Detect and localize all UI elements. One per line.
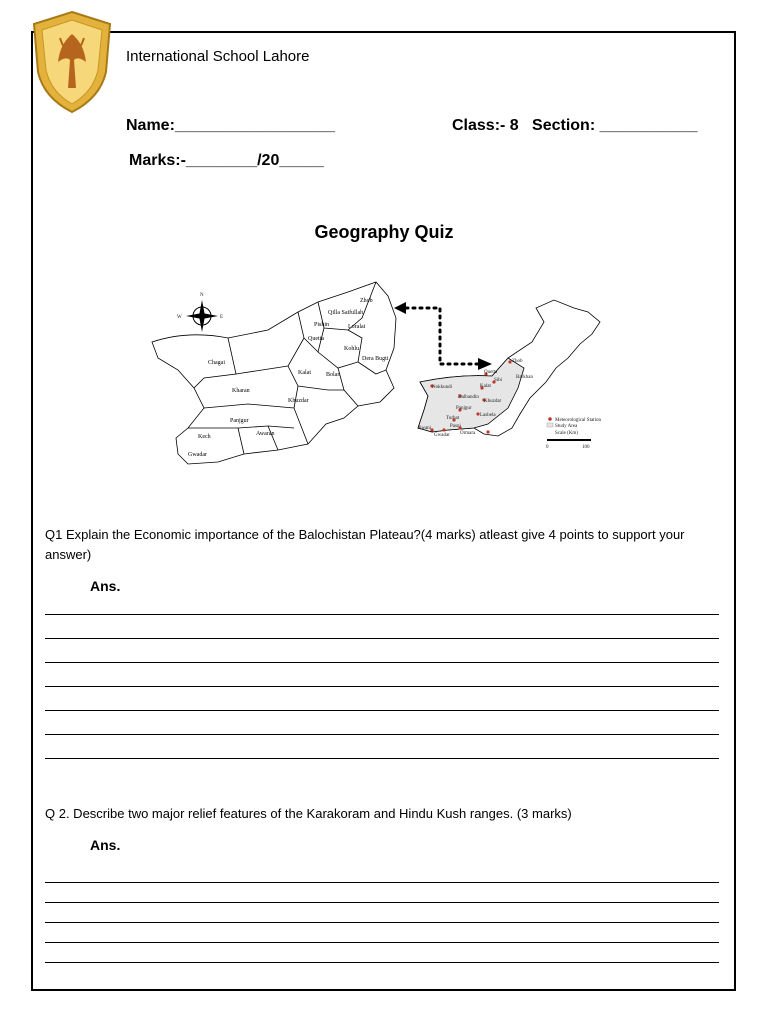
district-label: Pishin (314, 322, 330, 328)
school-logo (30, 10, 114, 114)
district-label: Kohlu (344, 346, 359, 352)
map-connector-arrow (394, 302, 492, 370)
answer-line[interactable] (45, 882, 719, 883)
legend-study-area: Study Area (555, 424, 578, 429)
answer-line[interactable] (45, 962, 719, 963)
question-2: Q 2. Describe two major relief features of the Karakoram and Hindu Kush ranges. (3 marks) (45, 806, 572, 821)
svg-text:Nokkundi: Nokkundi (432, 385, 452, 390)
svg-text:Ormara: Ormara (460, 431, 476, 436)
svg-text:Dalbandin: Dalbandin (458, 395, 479, 400)
balochistan-map-figure (148, 278, 624, 470)
answer-label-2: Ans. (90, 837, 121, 853)
answer-line[interactable] (45, 942, 719, 943)
svg-text:Panjgur: Panjgur (456, 406, 472, 411)
svg-text:Pasni: Pasni (450, 424, 461, 429)
question-1: Q1 Explain the Economic importance of the Balochistan Plateau?(4 marks) atleast give 4 points to support your answer) (45, 527, 685, 562)
answer-line[interactable] (45, 922, 719, 923)
answer-label-1: Ans. (90, 578, 121, 594)
district-label: Quetta (308, 336, 324, 342)
district-label: Bolan (326, 372, 341, 378)
svg-text:Quetta: Quetta (484, 370, 498, 375)
page-border (31, 31, 736, 991)
district-label: Loralai (348, 324, 366, 330)
district-label: Chagai (208, 360, 225, 366)
district-label: Khuzdar (288, 398, 309, 404)
name-field-label: Name:__________________ (126, 117, 336, 134)
compass-e: E (220, 315, 224, 320)
answer-line[interactable] (45, 614, 719, 615)
answer-line[interactable] (45, 662, 719, 663)
compass-w: W (177, 315, 182, 320)
district-label: Qilla Saifullah (328, 310, 364, 316)
district-label: Zhob (360, 298, 373, 304)
legend-scale-min: 0 (546, 445, 549, 450)
answer-line[interactable] (45, 686, 719, 687)
answer-line[interactable] (45, 902, 719, 903)
district-label: Gwadar (188, 452, 207, 458)
legend-scale-max: 100 (582, 445, 590, 450)
svg-text:Zhob: Zhob (512, 359, 523, 364)
svg-text:Jiwani: Jiwani (418, 426, 432, 431)
district-label: Kalat (298, 370, 311, 376)
marks-label: Marks:-________/20_____ (129, 152, 324, 169)
answer-line[interactable] (45, 638, 719, 639)
district-label: Kech (198, 434, 211, 440)
answer-line[interactable] (45, 710, 719, 711)
compass-n: N (200, 293, 204, 298)
district-label: Kharan (232, 388, 250, 394)
class-section-label: Class:- 8 Section: ___________ (452, 117, 698, 134)
answer-line[interactable] (45, 734, 719, 735)
svg-text:Turbat: Turbat (446, 416, 460, 421)
svg-text:Gwadar: Gwadar (434, 433, 450, 438)
svg-text:Sibi: Sibi (494, 378, 503, 383)
answer-line[interactable] (45, 758, 719, 759)
district-label: Panjgur (230, 418, 249, 424)
svg-text:Barkhan: Barkhan (516, 375, 533, 380)
svg-text:Khuzdar: Khuzdar (484, 399, 502, 404)
map-legend (546, 417, 601, 450)
school-name: International School Lahore (126, 48, 310, 65)
legend-station: Meteorological Station (555, 418, 601, 423)
svg-text:Lasbela: Lasbela (480, 413, 496, 418)
quiz-title: Geography Quiz (314, 222, 454, 242)
legend-scale: Scale (Km) (555, 431, 578, 436)
svg-text:Kalat: Kalat (480, 384, 491, 389)
district-label: Awaran (256, 431, 275, 437)
district-label: Dera Bugti (362, 356, 389, 362)
